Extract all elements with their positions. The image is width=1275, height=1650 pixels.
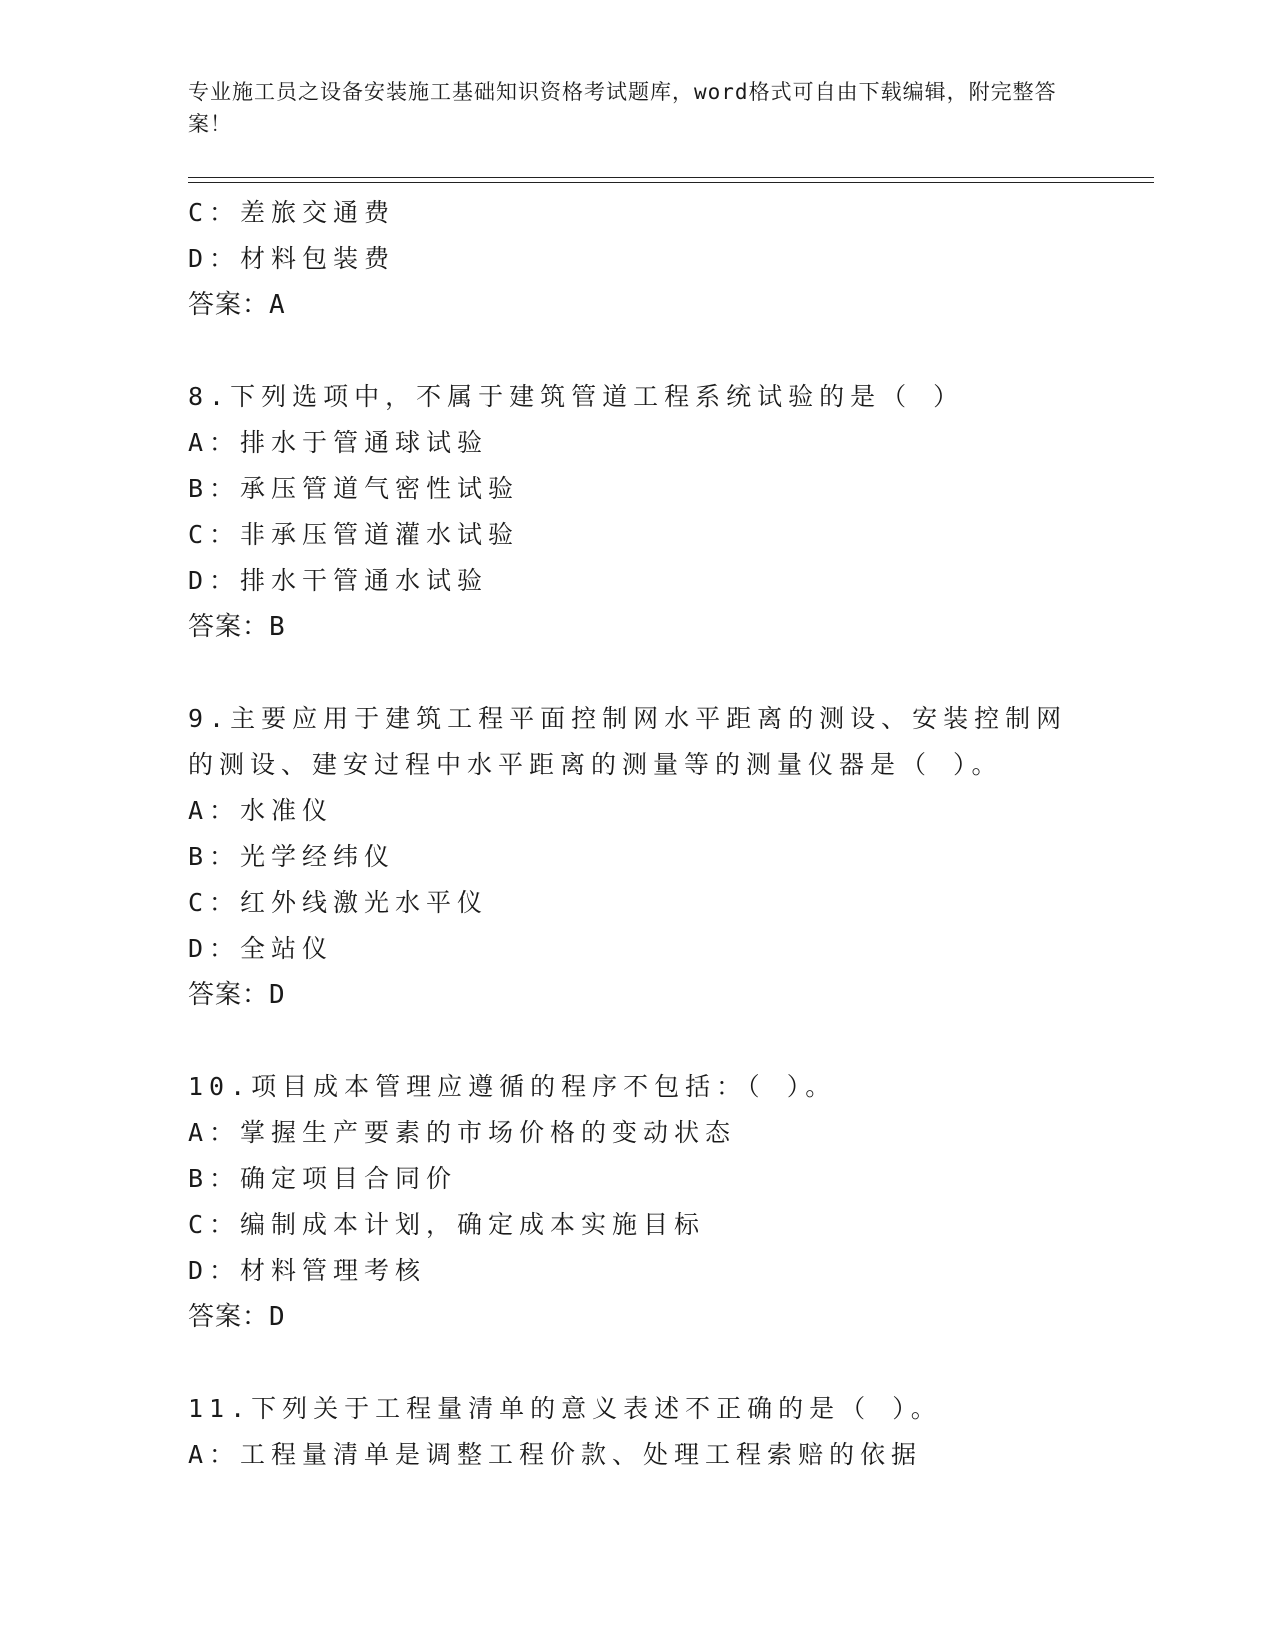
question-10-text: 10.项目成本管理应遵循的程序不包括：（ ）。 xyxy=(188,1072,837,1101)
answer: 答案：A xyxy=(188,290,286,320)
option-a: A：掌握生产要素的市场价格的变动状态 xyxy=(188,1118,737,1147)
option-d: D：排水干管通水试验 xyxy=(188,566,489,595)
spacer xyxy=(188,328,1154,374)
option-d: D：材料管理考核 xyxy=(188,1256,427,1285)
spacer xyxy=(188,650,1154,696)
option-b: B：承压管道气密性试验 xyxy=(188,474,520,503)
answer: 答案：D xyxy=(188,1302,286,1332)
header-rule-bottom xyxy=(188,182,1154,183)
option-b: B：确定项目合同价 xyxy=(188,1164,458,1193)
header-text: 专业施工员之设备安装施工基础知识资格考试题库，word格式可自由下载编辑，附完整答案！ xyxy=(188,80,1057,136)
option-c: C：红外线激光水平仪 xyxy=(188,888,489,917)
option-c: C：编制成本计划，确定成本实施目标 xyxy=(188,1210,706,1239)
option-c: C：非承压管道灌水试验 xyxy=(188,520,520,549)
answer: 答案：B xyxy=(188,612,286,642)
answer: 答案：D xyxy=(188,980,286,1010)
option-c: C：差旅交通费 xyxy=(188,198,396,227)
document-body xyxy=(188,190,1154,1478)
header-rule-top xyxy=(188,177,1154,178)
question-11-text: 11.下列关于工程量清单的意义表述不正确的是（ ）。 xyxy=(188,1394,942,1423)
option-d: D：全站仪 xyxy=(188,934,334,963)
option-a: A：工程量清单是调整工程价款、处理工程索赔的依据 xyxy=(188,1440,923,1469)
option-d: D：材料包装费 xyxy=(188,244,396,273)
question-9-text: 9.主要应用于建筑工程平面控制网水平距离的测设、安装控制网的测设、建安过程中水平距离的测量等的测量仪器是（ ）。 xyxy=(188,704,1068,779)
document-header xyxy=(188,76,1068,140)
option-b: B：光学经纬仪 xyxy=(188,842,396,871)
option-a: A：水准仪 xyxy=(188,796,334,825)
spacer xyxy=(188,1340,1154,1386)
question-8-text: 8.下列选项中，不属于建筑管道工程系统试验的是（ ） xyxy=(188,382,965,411)
option-a: A：排水于管通球试验 xyxy=(188,428,489,457)
spacer xyxy=(188,1018,1154,1064)
